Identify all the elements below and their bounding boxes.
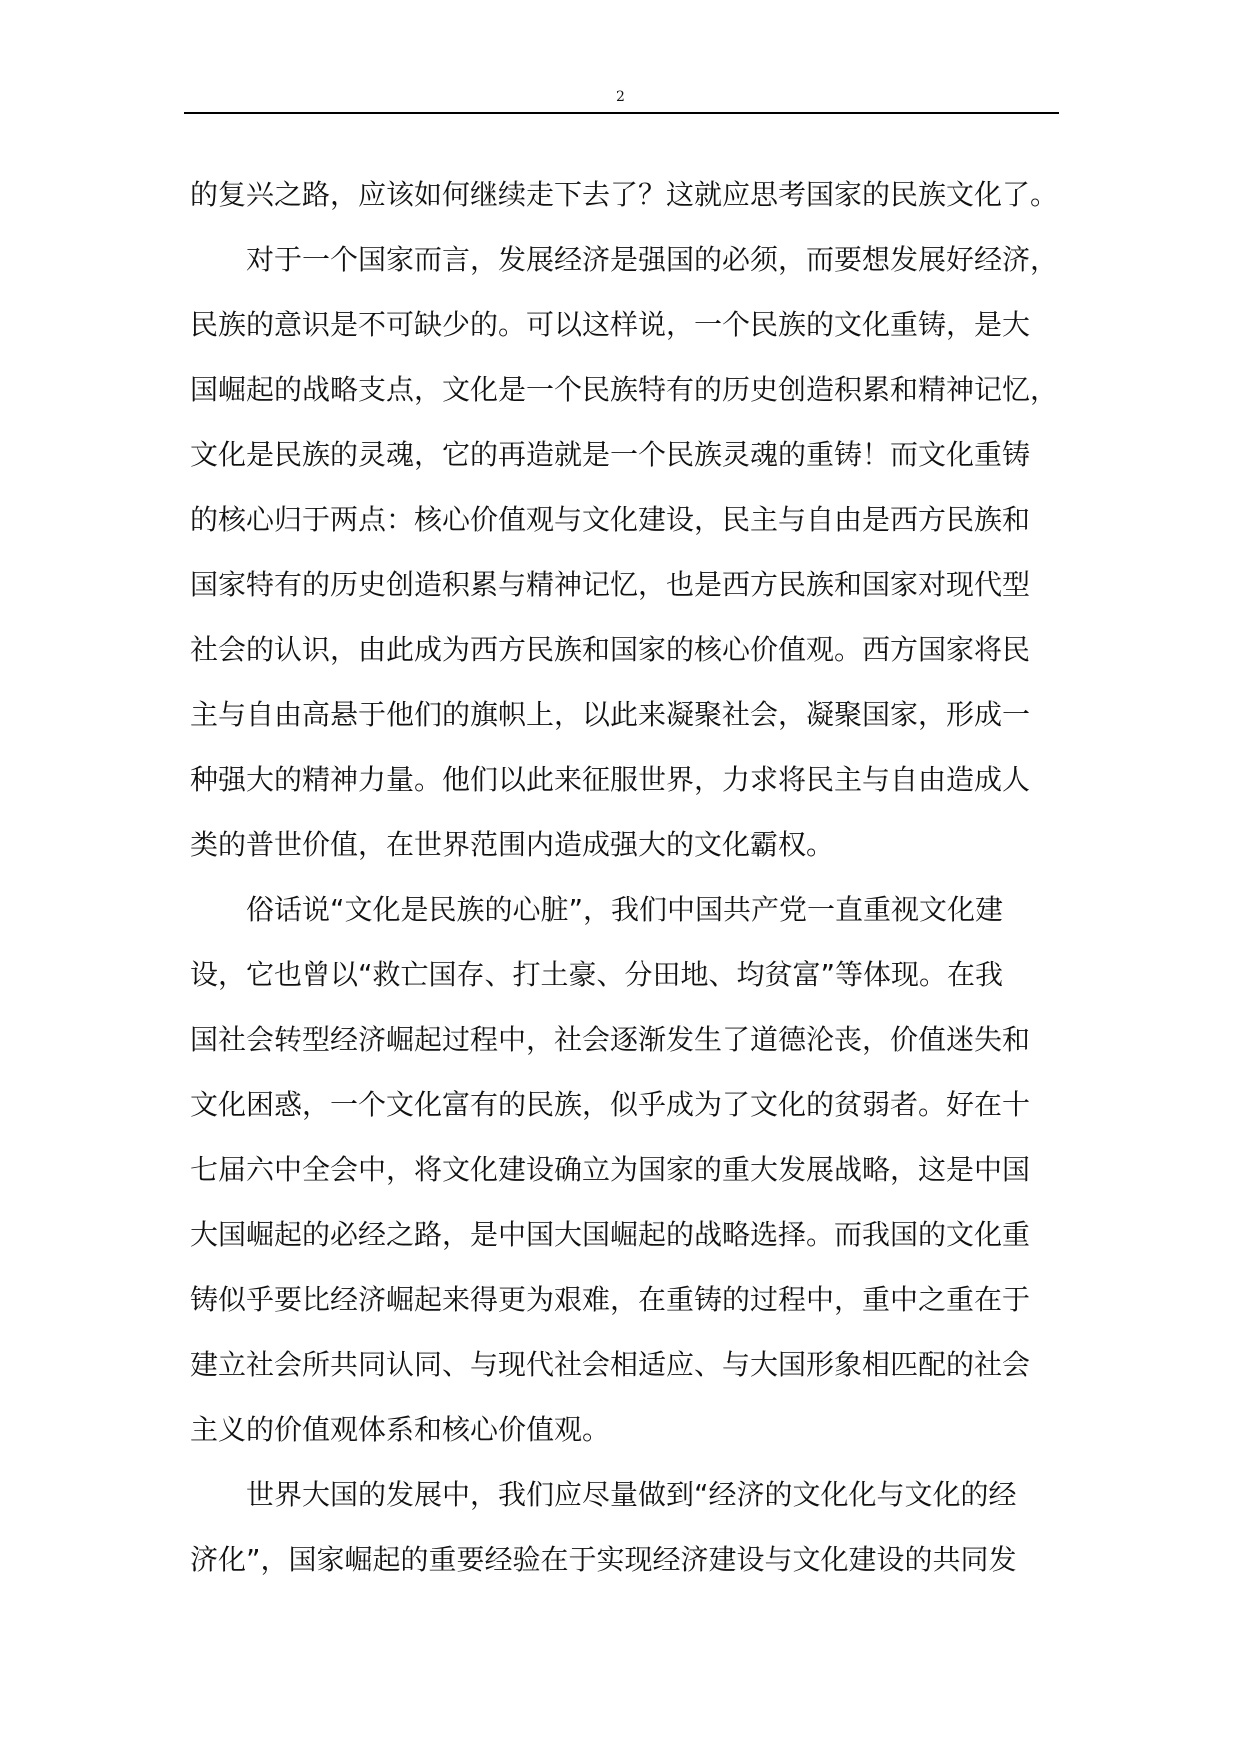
text-line: 主与自由高悬于他们的旗帜上，以此来凝聚社会，凝聚国家，形成一 [190,698,1031,731]
text-line: 对于一个国家而言，发展经济是强国的必须，而要想发展好经济， [246,243,1059,276]
body-text [190,162,1062,1592]
text-line: 文化困惑，一个文化富有的民族，似乎成为了文化的贫弱者。好在十 [190,1088,1031,1121]
text-line: 俗话说“文化是民族的心脏”，我们中国共产党一直重视文化建 [246,893,1004,926]
text-line: 济化”，国家崛起的重要经验在于实现经济建设与文化建设的共同发 [190,1543,1017,1576]
text-line: 七届六中全会中，将文化建设确立为国家的重大发展战略，这是中国 [190,1153,1031,1186]
text-line: 国家特有的历史创造积累与精神记忆，也是西方民族和国家对现代型 [190,568,1031,601]
page-number: 2 [616,89,625,105]
text-line: 大国崛起的必经之路，是中国大国崛起的战略选择。而我国的文化重 [190,1218,1031,1251]
text-line: 种强大的精神力量。他们以此来征服世界，力求将民主与自由造成人 [190,763,1031,796]
text-line: 类的普世价值，在世界范围内造成强大的文化霸权。 [190,828,835,861]
text-line: 的复兴之路，应该如何继续走下去了？这就应思考国家的民族文化了。 [190,178,1059,211]
text-line: 的核心归于两点：核心价值观与文化建设，民主与自由是西方民族和 [190,503,1031,536]
text-line: 社会的认识，由此成为西方民族和国家的核心价值观。西方国家将民 [190,633,1031,666]
text-line: 国崛起的战略支点，文化是一个民族特有的历史创造积累和精神记忆， [190,373,1059,406]
text-line: 民族的意识是不可缺少的。可以这样说，一个民族的文化重铸，是大 [190,308,1031,341]
text-line: 世界大国的发展中，我们应尽量做到“经济的文化化与文化的经 [246,1478,1017,1511]
header-rule [184,112,1059,114]
text-line: 设，它也曾以“救亡国存、打土豪、分田地、均贫富”等体现。在我 [190,958,1004,991]
text-line: 文化是民族的灵魂，它的再造就是一个民族灵魂的重铸！而文化重铸 [190,438,1031,471]
text-line: 建立社会所共同认同、与现代社会相适应、与大国形象相匹配的社会 [190,1348,1031,1381]
text-line: 铸似乎要比经济崛起来得更为艰难，在重铸的过程中，重中之重在于 [190,1283,1031,1316]
text-line: 国社会转型经济崛起过程中，社会逐渐发生了道德沦丧，价值迷失和 [190,1023,1031,1056]
text-line: 主义的价值观体系和核心价值观。 [190,1413,611,1446]
